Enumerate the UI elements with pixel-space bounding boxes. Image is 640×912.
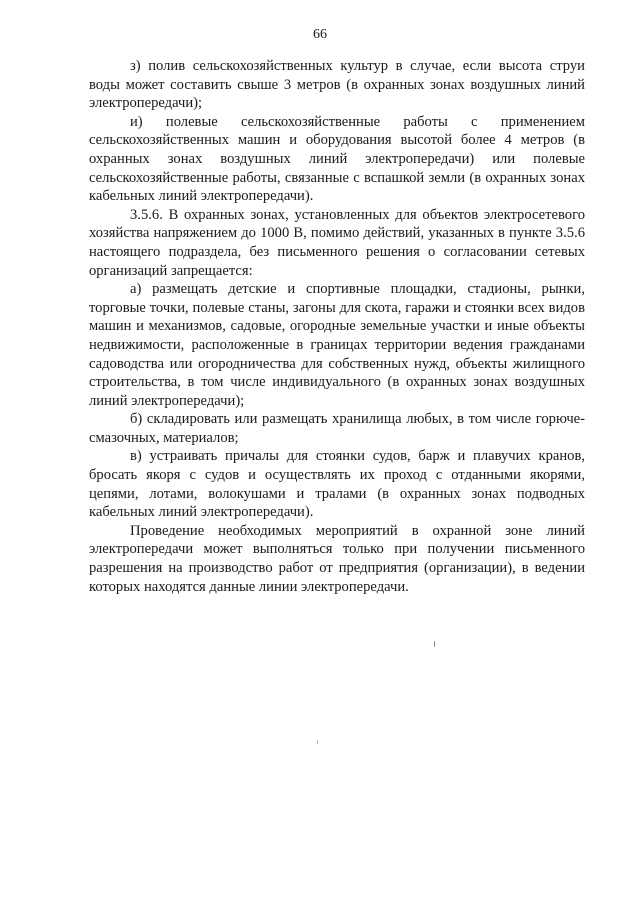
- paragraph-z-irrigation: з) полив сельскохозяйственных культур в случае, если высота струи воды может составить свыше 3 метров (в охранных зонах воздушных линий электропередачи);: [89, 58, 585, 112]
- paragraph-i-field-works: и) полевые сельскохозяйственные работы с применением сельскохозяйственных машин и оборудования высотой более 4 метров (в охранных зонах воздушных линий электропередачи) или полевые сельскохозяйственные работы, связанные с вспашкой земли (в охранных зонах кабельных линий электропередачи).: [89, 113, 585, 205]
- document-body: [89, 57, 585, 596]
- paragraph-b-storage: б) складировать или размещать хранилища любых, в том числе горюче-смазочных, материалов;: [89, 411, 585, 446]
- page-number: 66: [313, 27, 327, 42]
- scan-speck: [317, 740, 318, 744]
- paragraph-measures: Проведение необходимых мероприятий в охранной зоне линий электропередачи может выполняться только при получении письменного разрешения на производство работ от предприятия (организации), в ведении которых находятся данные линии электропередачи.: [89, 522, 585, 595]
- paragraph-3-5-6: 3.5.6. В охранных зонах, установленных для объектов электросетевого хозяйства напряжением до 1000 В, помимо действий, указанных в пункте 3.5.6 настоящего подраздела, без письменного решения о согласовании сетевых организаций запрещается:: [89, 206, 585, 279]
- paragraph-v-moorings: в) устраивать причалы для стоянки судов, барж и плавучих кранов, бросать якоря с судов и осуществлять их проход с отданными якорями, цепями, лотами, волокушами и тралами (в охранных зонах подводных кабельных линий электропередачи).: [89, 448, 585, 521]
- paragraph-a-placement: а) размещать детские и спортивные площадки, стадионы, рынки, торговые точки, полевые станы, загоны для скота, гаражи и стоянки всех видов машин и механизмов, садовые, огородные земельные участки и иные объекты недвижимости, расположенные в границах территории ведения гражданами садоводства или огородничества для собственных нужд, объекты жилищного строительства, в том числе индивидуального (в охранных зонах воздушных линий электропередачи);: [89, 281, 585, 409]
- scan-speck: [434, 641, 435, 647]
